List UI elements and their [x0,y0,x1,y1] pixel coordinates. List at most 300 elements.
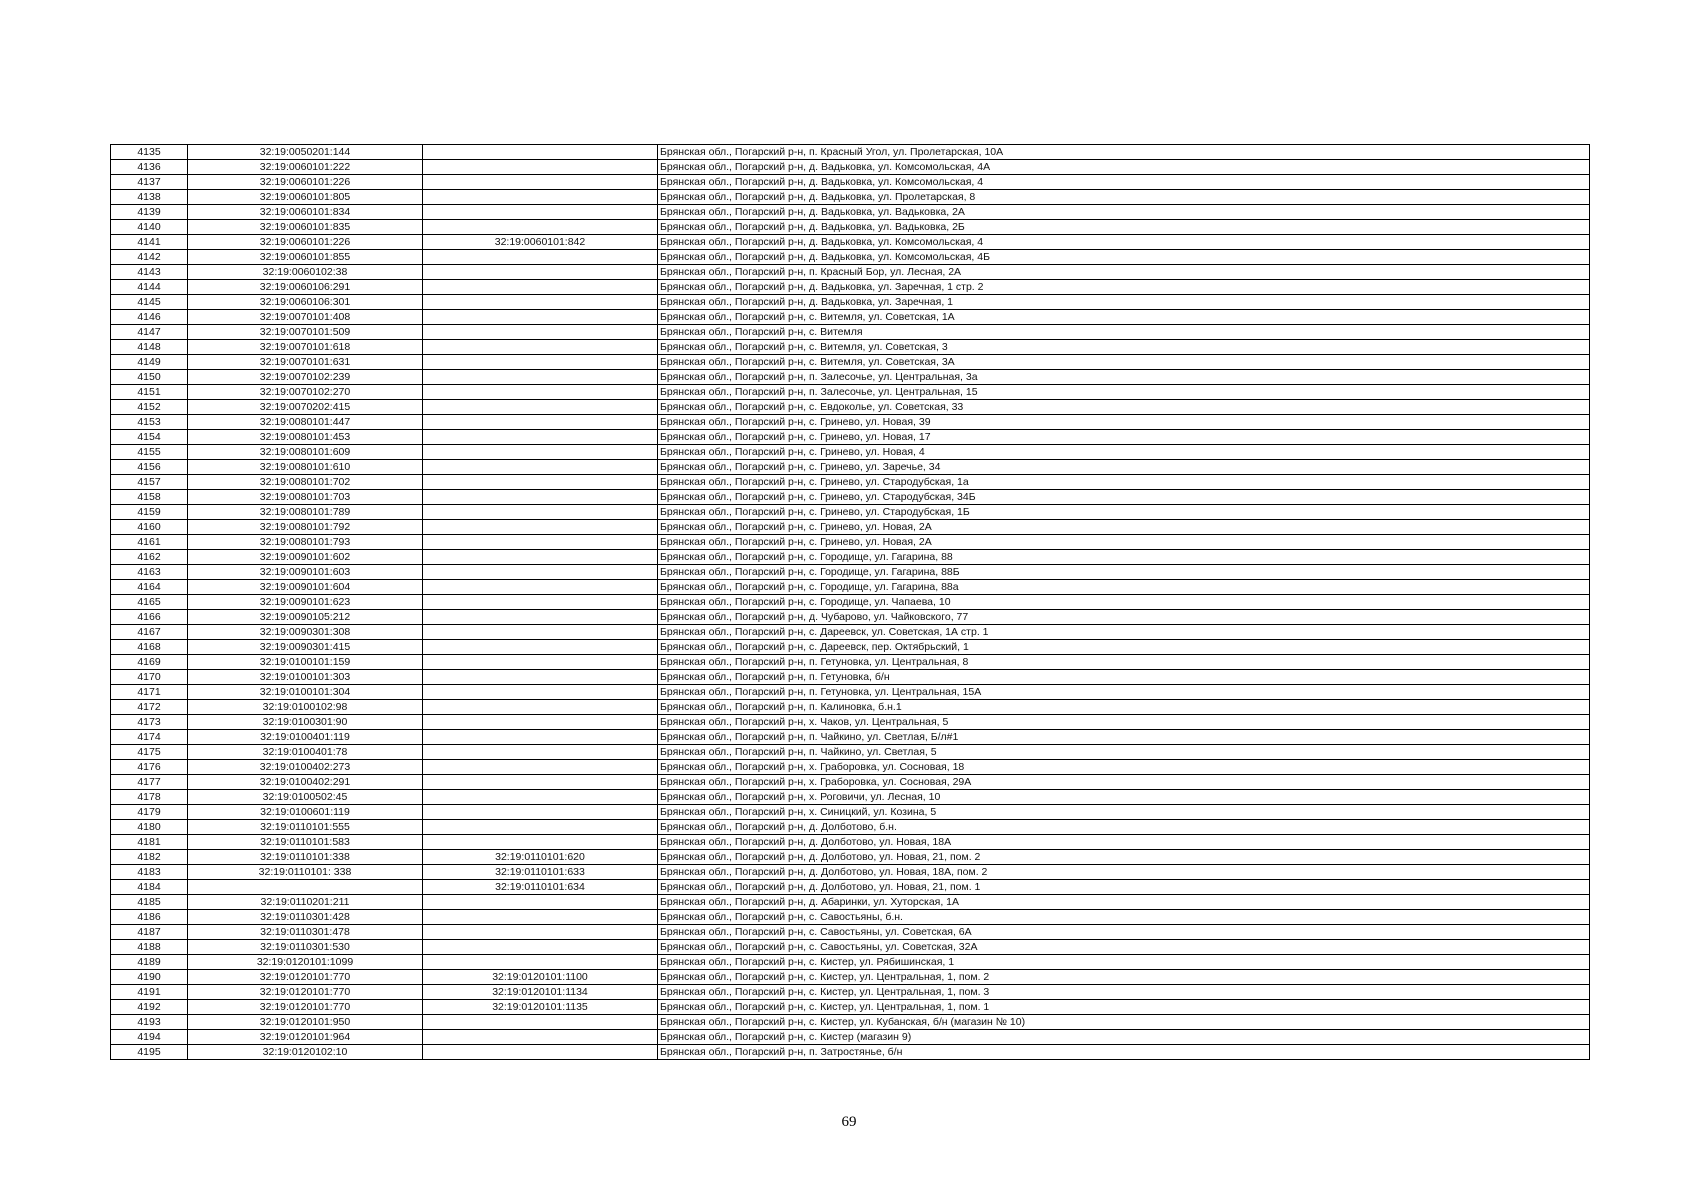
cadastral-number-cell: 32:19:0080101:447 [188,415,423,430]
row-number-cell: 4193 [111,1015,188,1030]
table-row [111,295,1590,310]
room-cadastral-number-cell [423,190,658,205]
room-cadastral-number-cell [423,430,658,445]
table-row [111,355,1590,370]
table-row [111,970,1590,985]
cadastral-number-cell: 32:19:0110301:530 [188,940,423,955]
row-number-cell: 4157 [111,475,188,490]
cadastral-number-cell: 32:19:0060106:301 [188,295,423,310]
room-cadastral-number-cell [423,205,658,220]
table-row [111,205,1590,220]
row-number-cell: 4135 [111,145,188,160]
table-row [111,685,1590,700]
address-cell: Брянская обл., Погарский р-н, д. Долботово, ул. Новая, 21, пом. 2 [658,850,1590,865]
row-number-cell: 4153 [111,415,188,430]
cadastral-number-cell: 32:19:0070101:408 [188,310,423,325]
room-cadastral-number-cell [423,565,658,580]
address-cell: Брянская обл., Погарский р-н, с. Евдоколье, ул. Советская, 33 [658,400,1590,415]
room-cadastral-number-cell [423,745,658,760]
cadastral-number-cell: 32:19:0090101:603 [188,565,423,580]
address-cell: Брянская обл., Погарский р-н, п. Красный Бор, ул. Лесная, 2А [658,265,1590,280]
address-cell: Брянская обл., Погарский р-н, п. Чайкино, ул. Светлая, Б/л#1 [658,730,1590,745]
room-cadastral-number-cell [423,535,658,550]
room-cadastral-number-cell [423,910,658,925]
table-row [111,805,1590,820]
table-row [111,655,1590,670]
table-row [111,700,1590,715]
cadastral-number-cell: 32:19:0080101:789 [188,505,423,520]
address-cell: Брянская обл., Погарский р-н, п. Гетуновка, ул. Центральная, 8 [658,655,1590,670]
row-number-cell: 4158 [111,490,188,505]
row-number-cell: 4185 [111,895,188,910]
table-row [111,850,1590,865]
room-cadastral-number-cell: 32:19:0120101:1135 [423,1000,658,1015]
row-number-cell: 4191 [111,985,188,1000]
address-cell: Брянская обл., Погарский р-н, с. Городище, ул. Чапаева, 10 [658,595,1590,610]
address-cell: Брянская обл., Погарский р-н, с. Кистер, ул. Кубанская, б/н (магазин № 10) [658,1015,1590,1030]
address-cell: Брянская обл., Погарский р-н, с. Гринево, ул. Новая, 2А [658,520,1590,535]
address-cell: Брянская обл., Погарский р-н, п. Красный Угол, ул. Пролетарская, 10А [658,145,1590,160]
table-row [111,880,1590,895]
table-row [111,610,1590,625]
room-cadastral-number-cell [423,295,658,310]
address-cell: Брянская обл., Погарский р-н, с. Витемля, ул. Советская, 3А [658,355,1590,370]
row-number-cell: 4192 [111,1000,188,1015]
address-cell: Брянская обл., Погарский р-н, д. Долботово, ул. Новая, 18А, пом. 2 [658,865,1590,880]
address-cell: Брянская обл., Погарский р-н, д. Вадьковка, ул. Комсомольская, 4Б [658,250,1590,265]
row-number-cell: 4190 [111,970,188,985]
cadastral-number-cell: 32:19:0100101:159 [188,655,423,670]
room-cadastral-number-cell [423,1030,658,1045]
address-cell: Брянская обл., Погарский р-н, п. Чайкино, ул. Светлая, 5 [658,745,1590,760]
row-number-cell: 4159 [111,505,188,520]
address-cell: Брянская обл., Погарский р-н, п. Гетуновка, б/н [658,670,1590,685]
row-number-cell: 4167 [111,625,188,640]
room-cadastral-number-cell [423,595,658,610]
cadastral-number-cell: 32:19:0120101:964 [188,1030,423,1045]
table-row [111,370,1590,385]
table-row [111,670,1590,685]
table-row [111,535,1590,550]
room-cadastral-number-cell [423,355,658,370]
cadastral-number-cell: 32:19:0080101:453 [188,430,423,445]
address-cell: Брянская обл., Погарский р-н, с. Городище, ул. Гагарина, 88а [658,580,1590,595]
table-row [111,490,1590,505]
table-row [111,220,1590,235]
address-cell: Брянская обл., Погарский р-н, с. Дареевск, пер. Октябрьский, 1 [658,640,1590,655]
room-cadastral-number-cell [423,670,658,685]
room-cadastral-number-cell [423,625,658,640]
room-cadastral-number-cell: 32:19:0060101:842 [423,235,658,250]
table-row [111,415,1590,430]
cadastral-number-cell: 32:19:0080101:703 [188,490,423,505]
address-cell: Брянская обл., Погарский р-н, с. Гринево, ул. Новая, 17 [658,430,1590,445]
address-cell: Брянская обл., Погарский р-н, д. Вадьковка, ул. Комсомольская, 4А [658,160,1590,175]
cadastral-number-cell: 32:19:0090101:623 [188,595,423,610]
table-row [111,430,1590,445]
table-row [111,730,1590,745]
table-row [111,775,1590,790]
room-cadastral-number-cell [423,265,658,280]
cadastral-number-cell: 32:19:0100102:98 [188,700,423,715]
address-cell: Брянская обл., Погарский р-н, с. Гринево, ул. Стародубская, 1Б [658,505,1590,520]
row-number-cell: 4172 [111,700,188,715]
row-number-cell: 4160 [111,520,188,535]
room-cadastral-number-cell [423,925,658,940]
address-cell: Брянская обл., Погарский р-н, х. Граборовка, ул. Сосновая, 18 [658,760,1590,775]
room-cadastral-number-cell [423,805,658,820]
table-row [111,940,1590,955]
address-cell: Брянская обл., Погарский р-н, с. Кистер, ул. Центральная, 1, пом. 1 [658,1000,1590,1015]
row-number-cell: 4169 [111,655,188,670]
table-row [111,1045,1590,1060]
room-cadastral-number-cell: 32:19:0110101:634 [423,880,658,895]
room-cadastral-number-cell [423,220,658,235]
table-row [111,580,1590,595]
room-cadastral-number-cell [423,280,658,295]
room-cadastral-number-cell [423,610,658,625]
row-number-cell: 4179 [111,805,188,820]
table-row [111,955,1590,970]
address-cell: Брянская обл., Погарский р-н, д. Вадьковка, ул. Комсомольская, 4 [658,235,1590,250]
table-row [111,640,1590,655]
room-cadastral-number-cell [423,400,658,415]
row-number-cell: 4164 [111,580,188,595]
cadastral-number-cell: 32:19:0060101:222 [188,160,423,175]
room-cadastral-number-cell [423,460,658,475]
cadastral-number-cell: 32:19:0100402:291 [188,775,423,790]
address-cell: Брянская обл., Погарский р-н, д. Вадьковка, ул. Заречная, 1 стр. 2 [658,280,1590,295]
table-row [111,190,1590,205]
address-cell: Брянская обл., Погарский р-н, с. Кистер, ул. Рябишинская, 1 [658,955,1590,970]
address-cell: Брянская обл., Погарский р-н, х. Роговичи, ул. Лесная, 10 [658,790,1590,805]
row-number-cell: 4150 [111,370,188,385]
address-cell: Брянская обл., Погарский р-н, п. Калиновка, б.н.1 [658,700,1590,715]
registry-table [110,144,1590,1060]
row-number-cell: 4137 [111,175,188,190]
room-cadastral-number-cell [423,520,658,535]
row-number-cell: 4161 [111,535,188,550]
room-cadastral-number-cell [423,445,658,460]
cadastral-number-cell: 32:19:0070101:509 [188,325,423,340]
cadastral-number-cell: 32:19:0060101:226 [188,175,423,190]
registry-table-body [111,145,1590,1060]
row-number-cell: 4174 [111,730,188,745]
table-row [111,385,1590,400]
room-cadastral-number-cell [423,790,658,805]
table-row [111,265,1590,280]
room-cadastral-number-cell [423,415,658,430]
room-cadastral-number-cell [423,580,658,595]
row-number-cell: 4149 [111,355,188,370]
table-row [111,280,1590,295]
table-row [111,460,1590,475]
room-cadastral-number-cell [423,955,658,970]
row-number-cell: 4194 [111,1030,188,1045]
cadastral-number-cell: 32:19:0100101:304 [188,685,423,700]
table-row [111,175,1590,190]
cadastral-number-cell: 32:19:0070102:270 [188,385,423,400]
cadastral-number-cell: 32:19:0110301:428 [188,910,423,925]
address-cell: Брянская обл., Погарский р-н, с. Савостьяны, б.н. [658,910,1590,925]
table-row [111,1000,1590,1015]
row-number-cell: 4168 [111,640,188,655]
address-cell: Брянская обл., Погарский р-н, д. Абаринки, ул. Хуторская, 1А [658,895,1590,910]
cadastral-number-cell: 32:19:0060101:855 [188,250,423,265]
room-cadastral-number-cell [423,325,658,340]
cadastral-number-cell: 32:19:0060101:835 [188,220,423,235]
address-cell: Брянская обл., Погарский р-н, с. Савостьяны, ул. Советская, 6А [658,925,1590,940]
room-cadastral-number-cell [423,730,658,745]
table-row [111,625,1590,640]
address-cell: Брянская обл., Погарский р-н, с. Гринево, ул. Новая, 2А [658,535,1590,550]
cadastral-number-cell: 32:19:0090105:212 [188,610,423,625]
room-cadastral-number-cell: 32:19:0110101:633 [423,865,658,880]
cadastral-number-cell: 32:19:0060106:291 [188,280,423,295]
row-number-cell: 4143 [111,265,188,280]
address-cell: Брянская обл., Погарский р-н, п. Залесочье, ул. Центральная, 15 [658,385,1590,400]
room-cadastral-number-cell [423,760,658,775]
address-cell: Брянская обл., Погарский р-н, с. Городище, ул. Гагарина, 88Б [658,565,1590,580]
table-row [111,310,1590,325]
cadastral-number-cell: 32:19:0080101:792 [188,520,423,535]
address-cell: Брянская обл., Погарский р-н, с. Гринево, ул. Новая, 4 [658,445,1590,460]
table-row [111,715,1590,730]
row-number-cell: 4184 [111,880,188,895]
row-number-cell: 4162 [111,550,188,565]
cadastral-number-cell [188,880,423,895]
address-cell: Брянская обл., Погарский р-н, д. Долботово, ул. Новая, 21, пом. 1 [658,880,1590,895]
cadastral-number-cell: 32:19:0110101:583 [188,835,423,850]
row-number-cell: 4175 [111,745,188,760]
table-row [111,475,1590,490]
row-number-cell: 4152 [111,400,188,415]
table-row [111,865,1590,880]
room-cadastral-number-cell [423,715,658,730]
room-cadastral-number-cell [423,145,658,160]
row-number-cell: 4173 [111,715,188,730]
room-cadastral-number-cell [423,835,658,850]
table-row [111,835,1590,850]
row-number-cell: 4165 [111,595,188,610]
row-number-cell: 4146 [111,310,188,325]
row-number-cell: 4163 [111,565,188,580]
row-number-cell: 4140 [111,220,188,235]
cadastral-number-cell: 32:19:0080101:609 [188,445,423,460]
cadastral-number-cell: 32:19:0060102:38 [188,265,423,280]
row-number-cell: 4142 [111,250,188,265]
room-cadastral-number-cell [423,775,658,790]
row-number-cell: 4187 [111,925,188,940]
address-cell: Брянская обл., Погарский р-н, с. Витемля, ул. Советская, 3 [658,340,1590,355]
table-row [111,1015,1590,1030]
address-cell: Брянская обл., Погарский р-н, д. Вадьковка, ул. Пролетарская, 8 [658,190,1590,205]
address-cell: Брянская обл., Погарский р-н, д. Долботово, ул. Новая, 18А [658,835,1590,850]
address-cell: Брянская обл., Погарский р-н, д. Вадьковка, ул. Вадьковка, 2Б [658,220,1590,235]
table-row [111,910,1590,925]
table-row [111,160,1590,175]
room-cadastral-number-cell: 32:19:0120101:1100 [423,970,658,985]
row-number-cell: 4170 [111,670,188,685]
cadastral-number-cell: 32:19:0110101: 338 [188,865,423,880]
cadastral-number-cell: 32:19:0100101:303 [188,670,423,685]
table-row [111,985,1590,1000]
cadastral-number-cell: 32:19:0110201:211 [188,895,423,910]
table-row [111,565,1590,580]
cadastral-number-cell: 32:19:0120101:950 [188,1015,423,1030]
room-cadastral-number-cell: 32:19:0120101:1134 [423,985,658,1000]
room-cadastral-number-cell [423,1015,658,1030]
table-row [111,340,1590,355]
room-cadastral-number-cell [423,490,658,505]
cadastral-number-cell: 32:19:0100401:119 [188,730,423,745]
cadastral-number-cell: 32:19:0090101:604 [188,580,423,595]
address-cell: Брянская обл., Погарский р-н, п. Затростянье, б/н [658,1045,1590,1060]
table-row [111,250,1590,265]
address-cell: Брянская обл., Погарский р-н, х. Граборовка, ул. Сосновая, 29А [658,775,1590,790]
cadastral-number-cell: 32:19:0080101:610 [188,460,423,475]
row-number-cell: 4182 [111,850,188,865]
room-cadastral-number-cell [423,250,658,265]
room-cadastral-number-cell [423,1045,658,1060]
room-cadastral-number-cell [423,175,658,190]
address-cell: Брянская обл., Погарский р-н, с. Кистер, ул. Центральная, 1, пом. 2 [658,970,1590,985]
cadastral-number-cell: 32:19:0070102:239 [188,370,423,385]
cadastral-number-cell: 32:19:0120101:770 [188,1000,423,1015]
address-cell: Брянская обл., Погарский р-н, с. Гринево, ул. Стародубская, 34Б [658,490,1590,505]
address-cell: Брянская обл., Погарский р-н, с. Городище, ул. Гагарина, 88 [658,550,1590,565]
room-cadastral-number-cell [423,385,658,400]
address-cell: Брянская обл., Погарский р-н, с. Дареевск, ул. Советская, 1А стр. 1 [658,625,1590,640]
address-cell: Брянская обл., Погарский р-н, с. Витемля, ул. Советская, 1А [658,310,1590,325]
room-cadastral-number-cell [423,370,658,385]
cadastral-number-cell: 32:19:0070202:415 [188,400,423,415]
row-number-cell: 4148 [111,340,188,355]
row-number-cell: 4144 [111,280,188,295]
page-number: 69 [841,1114,857,1130]
row-number-cell: 4171 [111,685,188,700]
row-number-cell: 4156 [111,460,188,475]
table-row [111,820,1590,835]
cadastral-number-cell: 32:19:0080101:793 [188,535,423,550]
row-number-cell: 4139 [111,205,188,220]
address-cell: Брянская обл., Погарский р-н, п. Залесочье, ул. Центральная, 3а [658,370,1590,385]
cadastral-number-cell: 32:19:0060101:805 [188,190,423,205]
table-row [111,550,1590,565]
room-cadastral-number-cell [423,685,658,700]
address-cell: Брянская обл., Погарский р-н, д. Вадьковка, ул. Вадьковка, 2А [658,205,1590,220]
cadastral-number-cell: 32:19:0120101:770 [188,985,423,1000]
cadastral-number-cell: 32:19:0110301:478 [188,925,423,940]
cadastral-number-cell: 32:19:0120101:770 [188,970,423,985]
cadastral-number-cell: 32:19:0090301:308 [188,625,423,640]
row-number-cell: 4141 [111,235,188,250]
row-number-cell: 4145 [111,295,188,310]
table-row [111,445,1590,460]
row-number-cell: 4166 [111,610,188,625]
cadastral-number-cell: 32:19:0110101:555 [188,820,423,835]
cadastral-number-cell: 32:19:0100402:273 [188,760,423,775]
table-row [111,1030,1590,1045]
row-number-cell: 4177 [111,775,188,790]
table-row [111,745,1590,760]
row-number-cell: 4138 [111,190,188,205]
room-cadastral-number-cell [423,550,658,565]
cadastral-number-cell: 32:19:0100301:90 [188,715,423,730]
room-cadastral-number-cell [423,310,658,325]
row-number-cell: 4189 [111,955,188,970]
address-cell: Брянская обл., Погарский р-н, с. Гринево, ул. Заречье, 34 [658,460,1590,475]
address-cell: Брянская обл., Погарский р-н, д. Чубарово, ул. Чайковского, 77 [658,610,1590,625]
cadastral-number-cell: 32:19:0070101:631 [188,355,423,370]
cadastral-number-cell: 32:19:0100601:119 [188,805,423,820]
cadastral-number-cell: 32:19:0080101:702 [188,475,423,490]
room-cadastral-number-cell [423,820,658,835]
address-cell: Брянская обл., Погарский р-н, с. Гринево, ул. Новая, 39 [658,415,1590,430]
cadastral-number-cell: 32:19:0110101:338 [188,850,423,865]
cadastral-number-cell: 32:19:0060101:226 [188,235,423,250]
table-row [111,235,1590,250]
address-cell: Брянская обл., Погарский р-н, д. Долботово, б.н. [658,820,1590,835]
row-number-cell: 4183 [111,865,188,880]
room-cadastral-number-cell [423,340,658,355]
table-row [111,895,1590,910]
table-row [111,400,1590,415]
row-number-cell: 4181 [111,835,188,850]
room-cadastral-number-cell [423,700,658,715]
address-cell: Брянская обл., Погарский р-н, с. Гринево, ул. Стародубская, 1а [658,475,1590,490]
table-row [111,925,1590,940]
cadastral-number-cell: 32:19:0090101:602 [188,550,423,565]
address-cell: Брянская обл., Погарский р-н, п. Гетуновка, ул. Центральная, 15А [658,685,1590,700]
address-cell: Брянская обл., Погарский р-н, д. Вадьковка, ул. Заречная, 1 [658,295,1590,310]
cadastral-number-cell: 32:19:0100502:45 [188,790,423,805]
table-row [111,145,1590,160]
address-cell: Брянская обл., Погарский р-н, с. Савостьяны, ул. Советская, 32А [658,940,1590,955]
row-number-cell: 4180 [111,820,188,835]
row-number-cell: 4154 [111,430,188,445]
cadastral-number-cell: 32:19:0070101:618 [188,340,423,355]
row-number-cell: 4176 [111,760,188,775]
table-row [111,520,1590,535]
room-cadastral-number-cell [423,895,658,910]
room-cadastral-number-cell [423,160,658,175]
room-cadastral-number-cell [423,475,658,490]
row-number-cell: 4151 [111,385,188,400]
table-row [111,505,1590,520]
cadastral-number-cell: 32:19:0050201:144 [188,145,423,160]
cadastral-number-cell: 32:19:0090301:415 [188,640,423,655]
table-row [111,760,1590,775]
cadastral-number-cell: 32:19:0100401:78 [188,745,423,760]
row-number-cell: 4188 [111,940,188,955]
cadastral-number-cell: 32:19:0060101:834 [188,205,423,220]
room-cadastral-number-cell [423,640,658,655]
row-number-cell: 4178 [111,790,188,805]
row-number-cell: 4147 [111,325,188,340]
row-number-cell: 4136 [111,160,188,175]
row-number-cell: 4155 [111,445,188,460]
address-cell: Брянская обл., Погарский р-н, х. Чаков, ул. Центральная, 5 [658,715,1590,730]
room-cadastral-number-cell [423,940,658,955]
row-number-cell: 4195 [111,1045,188,1060]
table-row [111,790,1590,805]
cadastral-number-cell: 32:19:0120102:10 [188,1045,423,1060]
address-cell: Брянская обл., Погарский р-н, х. Синицкий, ул. Козина, 5 [658,805,1590,820]
table-row [111,325,1590,340]
address-cell: Брянская обл., Погарский р-н, с. Витемля [658,325,1590,340]
address-cell: Брянская обл., Погарский р-н, с. Кистер, ул. Центральная, 1, пом. 3 [658,985,1590,1000]
